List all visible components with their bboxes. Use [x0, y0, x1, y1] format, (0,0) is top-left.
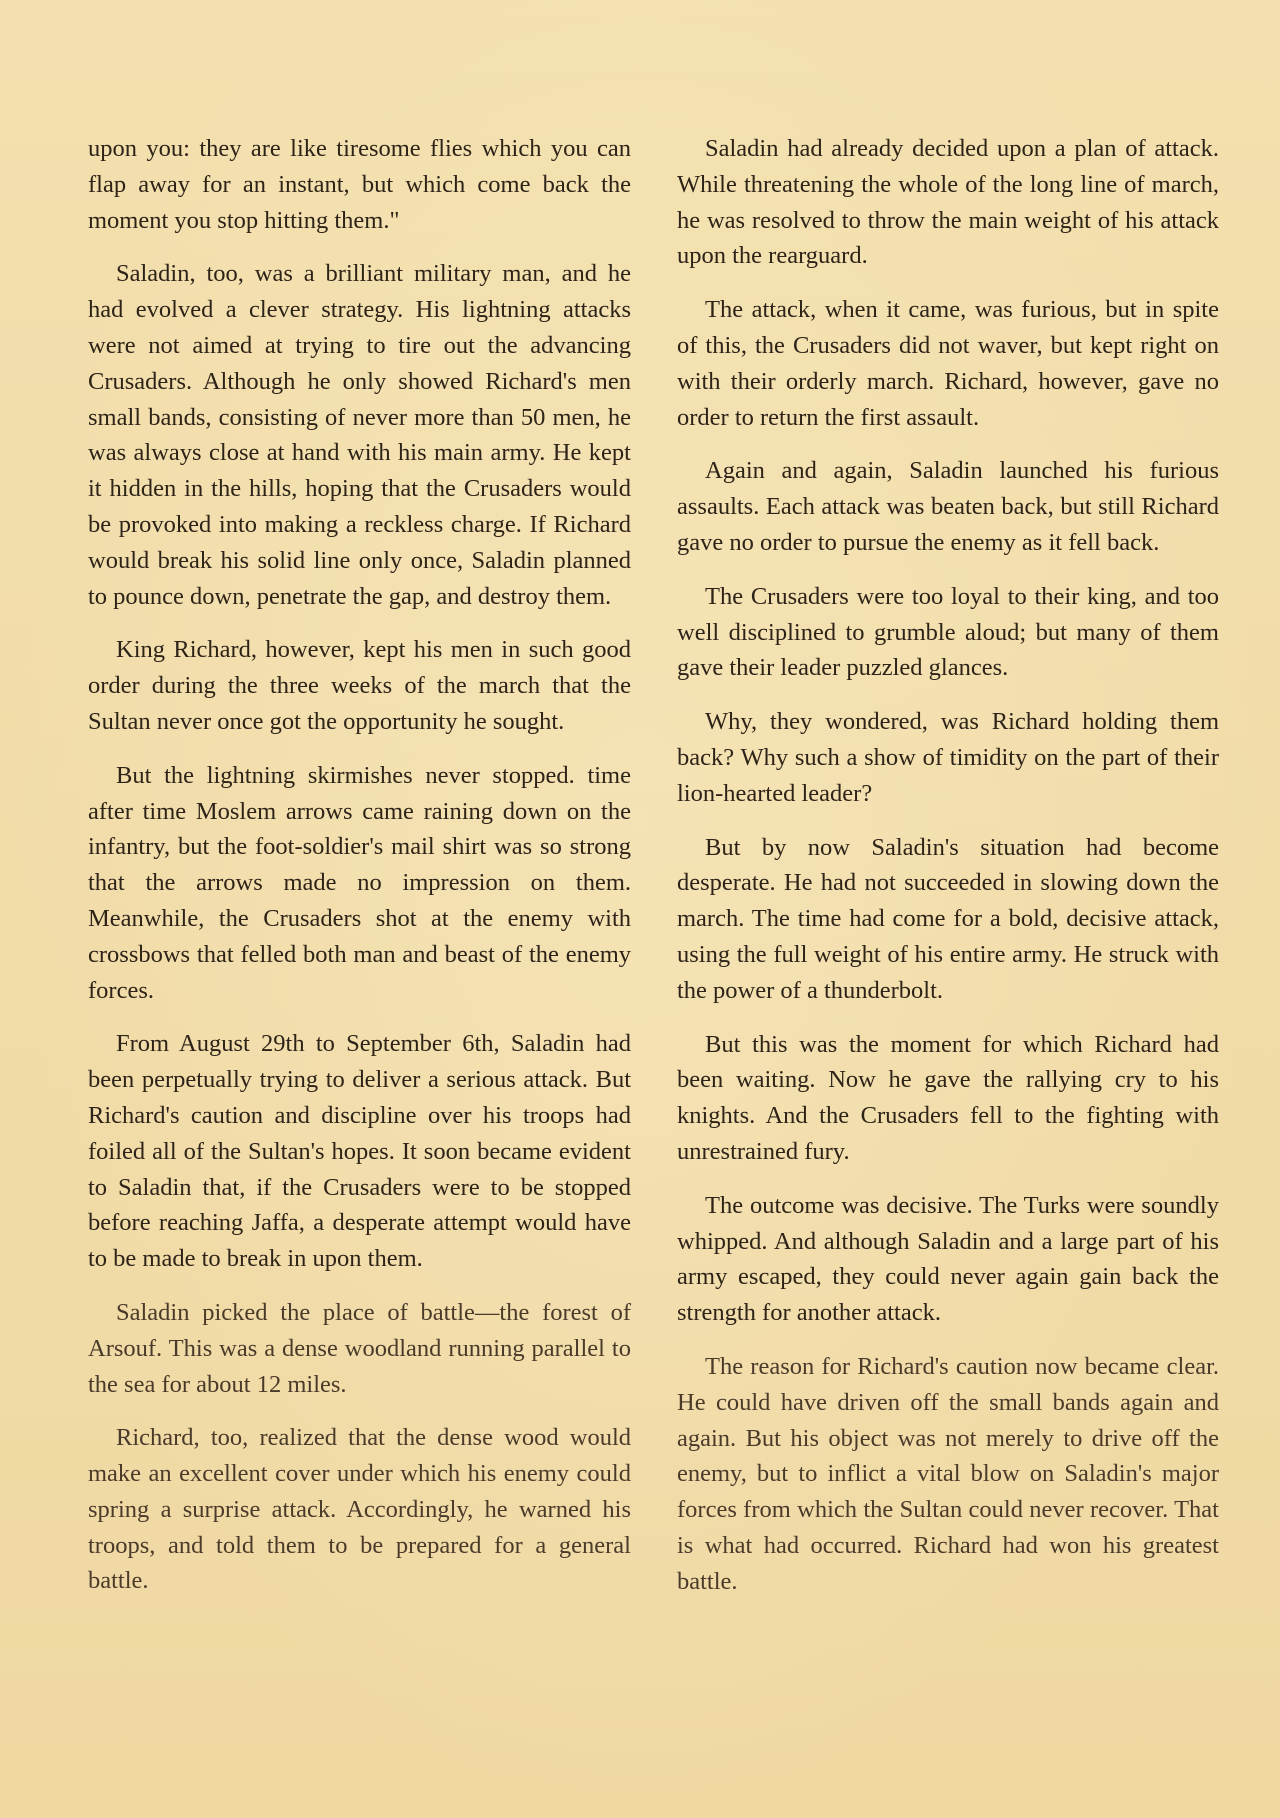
paragraph: Richard, too, realized that the dense wood would make an excellent cover under which his enemy could spring a surprise attack. Accordingly, he warned his troops, and told them to be prepared for a general battle. — [88, 1424, 631, 1595]
paragraph: The reason for Richard's caution now became clear. He could have driven off the small bands again and again. But his object was not merely to drive off the enemy, but to inflict a vital blow on Saladin's major forces from which the Sultan could never recover. That is what had occurred. Richard had won his greatest battle. — [677, 1352, 1219, 1595]
paragraph: Saladin had already decided upon a plan of attack. While threatening the whole of the long line of march, he was resolved to throw the main weight of his attack upon the rearguard. — [677, 135, 1219, 270]
paragraph: The outcome was decisive. The Turks were soundly whipped. And although Saladin and a large part of his army escaped, they could never again gain back the strength for another attack. — [677, 1191, 1219, 1327]
paragraph: But the lightning skirmishes never stopped. time after time Moslem arrows came raining down on the infantry, but the foot-soldier's mail shirt was so strong that the arrows made no impression on them. Meanwhile, the Crusaders shot at the enemy with crossbows that felled both man and beast of the enemy forces. — [88, 761, 631, 1004]
paragraph: Saladin, too, was a brilliant military man, and he had evolved a clever strategy. His lightning attacks were not aimed at trying to tire out the advancing Crusaders. Although he only showed Richard's men small bands, consisting of never more than 50 men, he was always close at hand with his main army. He kept it hidden in the hills, hoping that the Crusaders would be provoked into making a reckless charge. If Richard would break his solid line only once, Saladin planned to pounce down, penetrate the gap, and destroy them. — [88, 260, 631, 610]
left-column — [88, 131, 631, 1617]
paragraph: Why, they wondered, was Richard holding them back? Why such a show of timidity on the part of their lion-hearted leader? — [677, 708, 1219, 807]
paragraph: But by now Saladin's situation had become desperate. He had not succeeded in slowing down the march. The time had come for a bold, decisive attack, using the full weight of his entire army. He struck with the power of a thunderbolt. — [677, 833, 1219, 1004]
paragraph: The attack, when it came, was furious, but in spite of this, the Crusaders did not waver, but kept right on with their orderly march. Richard, however, gave no order to return the first assault. — [677, 296, 1219, 431]
paragraph: From August 29th to September 6th, Saladin had been perpetually trying to deliver a serious attack. But Richard's caution and discipline over his troops had foiled all of the Sultan's hopes. It soon became evident to Saladin that, if the Crusaders were to be stopped before reaching Jaffa, a desperate attempt would have to be made to break in upon them. — [88, 1030, 631, 1273]
paragraph: The Crusaders were too loyal to their king, and too well disciplined to grumble aloud; but many of them gave their leader puzzled glances. — [677, 582, 1219, 682]
paragraph: Again and again, Saladin launched his furious assaults. Each attack was beaten back, but still Richard gave no order to pursue the enemy as it fell back. — [677, 457, 1219, 556]
paragraph: King Richard, however, kept his men in such good order during the three weeks of the march that the Sultan never once got the opportunity he sought. — [88, 636, 631, 735]
right-column — [677, 131, 1219, 1617]
paragraph: Saladin picked the place of battle—the forest of Arsouf. This was a dense woodland running parallel to the sea for about 12 miles. — [88, 1298, 631, 1398]
paragraph: upon you: they are like tiresome flies which you can flap away for an instant, but which come back the moment you stop hitting them." — [88, 135, 631, 234]
paragraph: But this was the moment for which Richard had been waiting. Now he gave the rallying cry to his knights. And the Crusaders fell to the fighting with unrestrained fury. — [677, 1030, 1219, 1165]
